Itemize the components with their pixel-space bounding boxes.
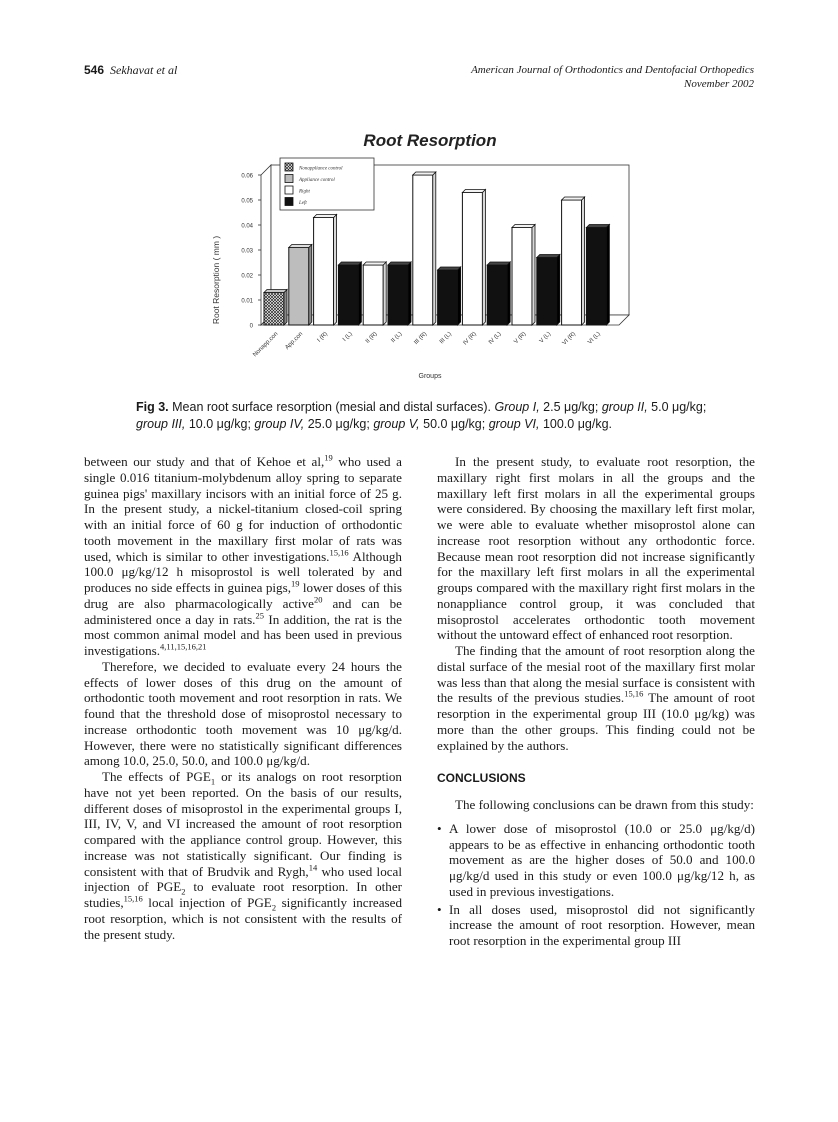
bar-top [562, 197, 585, 200]
x-tick-label: VI (R) [561, 331, 578, 347]
bar [562, 197, 585, 325]
bar-front [289, 248, 309, 326]
paragraph: The finding that the amount of root resorption along the distal surface of the mesial root of the maxillary first molar was less than that along the mesial surface is consistent with the results of the previous studies.$^{15,16}$ The amount of root resorption in the experimental group III (10.0 μg/kg) was more than the other groups. This finding could not be explained by the authors. [437, 643, 755, 753]
bar-side [334, 215, 337, 326]
bar [338, 262, 361, 325]
y-tick-label: 0.04 [241, 223, 253, 230]
y-axis [241, 174, 261, 330]
chart-title: Root Resorption [363, 131, 497, 150]
bar-side [507, 262, 510, 325]
bar-front [338, 265, 358, 325]
bar-top [314, 215, 337, 218]
bar-side [284, 290, 287, 326]
paragraph: The following conclusions can be drawn from this study: [455, 797, 754, 812]
bar-front [388, 265, 408, 325]
reference: 4,11,15,16,21 [160, 641, 207, 652]
bar [264, 290, 287, 326]
reference: 15,16 [123, 893, 143, 904]
x-tick-label: Nonapp.con [252, 331, 280, 359]
bar [487, 262, 510, 325]
x-tick-label: I (L) [342, 331, 354, 343]
bar-side [582, 197, 585, 325]
x-tick-label: App.con [284, 331, 305, 351]
bar-side [383, 262, 386, 325]
bar-top [537, 255, 560, 258]
figure-caption: Fig 3. Mean root surface resorption (mesial and distal surfaces). Group I, 2.5 μg/kg; group II, 5.0 μg/kg; group III, 10.0 μg/kg; group IV, 25.0 μg/kg; group V, 50.0 μg/kg; group VI, 100.0 μg/kg. [136, 400, 707, 431]
bar-top [289, 245, 312, 248]
x-tick-label: IV (L) [487, 331, 503, 346]
bar-side [482, 190, 485, 326]
running-header-left [84, 63, 177, 78]
left-column [84, 454, 402, 942]
bar-top [462, 190, 485, 193]
x-tick-label: IV (R) [462, 331, 478, 347]
bar [462, 190, 485, 326]
bar-front [438, 270, 458, 325]
bar-side [532, 225, 535, 326]
y-tick-label: 0.06 [241, 173, 253, 180]
bar [512, 225, 535, 326]
legend-label: Appliance control [299, 178, 335, 183]
legend-swatch [285, 175, 293, 183]
paragraph: In the present study, to evaluate root resorption, the maxillary right first molars in all the groups and the maxillary left first molars in all the experimental groups were considered. By choosing the maxillary left first molar, we were able to evaluate whether misoprostol alone can increase root resorption without any orthodontic force. Because mean root resorption did not increase significantly for the maxillary left first molars in all the experimental groups compared with the maxillary right first molars in the nonappliance control group, it was concluded that misoprostol accelerates orthodontic tooth movement without the untoward effect of enhanced root resorption. [437, 454, 755, 643]
bar [314, 215, 337, 326]
x-axis [252, 331, 602, 358]
bar-top [487, 262, 510, 265]
bar-front [413, 175, 433, 325]
page-number: 546 [84, 63, 105, 77]
bar [289, 245, 312, 326]
chart-canvas [200, 120, 640, 392]
bar [413, 172, 436, 325]
bar-top [438, 267, 461, 270]
bar [586, 225, 609, 326]
legend-label: Right [299, 189, 310, 195]
figure-label: Fig 3. [136, 400, 169, 414]
bar-side [408, 262, 411, 325]
reference: 15,16 [329, 547, 349, 558]
reference: 15,16 [624, 688, 644, 699]
bar-front [264, 293, 284, 326]
legend-label: Left [299, 201, 307, 206]
bar-top [586, 225, 609, 228]
x-tick-label: II (L) [390, 331, 404, 345]
running-header-right [471, 63, 754, 91]
list-item: • In all doses used, misoprostol did not significantly increase the amount of root resorption. However, mean root resorption in the experimental group III [437, 902, 755, 949]
x-tick-label: VI (L) [587, 331, 602, 346]
conclusions-list [437, 821, 755, 949]
bar-side [557, 255, 560, 326]
bar [537, 255, 560, 326]
reference: 19 [290, 578, 300, 589]
reference: 14 [308, 862, 318, 873]
paragraph: The effects of $PGE_1$ or its analogs on root resorption have not yet been reported. On the basis of our results, different doses of misoprostol in the experimental groups I, III, IV, V, and VI increased the amount of root resorption compared with the appliance control group. However, this increase was not statistically significant. Our finding is consistent with that of Brudvik and Rygh,$^{14}$ who used local injection of $PGE_2$ to evaluate root resorption. In other studies,$^{15,16}$ local injection of $PGE_2$ significantly increased root resorption, which is not consistent with the results of the present study. [84, 769, 403, 942]
running-authors: Sekhavat et al [110, 63, 178, 77]
x-tick-label: V (R) [513, 331, 528, 346]
bar-top [413, 172, 436, 175]
list-item: • A lower dose of misoprostol (10.0 or 25.0 μg/kg/d) appears to be as effective in enhancing orthodontic tooth movement as are the higher doses of 50.0 and 100.0 μg/kg/d used in this study or even 100.0 μg/kg/12 h, as used in previous investigations. [437, 821, 755, 900]
x-tick-label: III (L) [438, 331, 454, 346]
bar-front [314, 218, 334, 326]
y-tick-label: 0.01 [241, 298, 253, 305]
bar-front [512, 228, 532, 326]
y-tick-label: 0.05 [241, 198, 253, 205]
conclusions-heading: CONCLUSIONS [437, 771, 526, 786]
bar-top [363, 262, 386, 265]
paragraph: between our study and that of Kehoe et al,$^{19}$ who used a single 0.016 titanium-molybdenum alloy spring to separate guinea pigs' maxillary incisors with an initial force of 25 g. In the present study, a nickel-titanium closed-coil spring with an initial force of 60 g for induction of orthodontic tooth movement in the maxillary first molar of rats was used, which is similar to other investigations.$^{15,16}$ Although 100.0 μg/kg/12 h misoprostol is well tolerated by and produces no side effects in guinea pigs,$^{19}$ lower doses of this drug are also pharmacologically active$^{20}$ and can be administered once a day in rats.$^{25}$ In addition, the rat is the most common animal model and has been used in previous investigations.$^{4,11,15,16,21}$ [84, 452, 402, 658]
bar-side [309, 245, 312, 326]
bar-top [388, 262, 411, 265]
bar-top [512, 225, 535, 228]
y-axis-label: Root Resorption ( mm ) [211, 235, 221, 325]
x-tick-label: I (R) [316, 331, 330, 344]
bar-top [264, 290, 287, 293]
y-tick-label: 0.02 [241, 273, 253, 280]
x-tick-label: III (R) [413, 331, 429, 347]
bar-front [487, 265, 507, 325]
paragraph: Therefore, we decided to evaluate every 24 hours the effects of lower doses of this drug on the amount of orthodontic tooth movement and root resorption in rats. We found that the threshold dose of misoprostol necessary to increase orthodontic tooth movement was 10 μg/kg/d. However, there were no statistically significant differences among 10.0, 25.0, 50.0, and 100.0 μg/kg/d. [84, 658, 402, 769]
right-column [437, 454, 755, 951]
reference: 25 [255, 610, 264, 621]
y-tick-label: 0.03 [241, 248, 253, 255]
journal-name: American Journal of Orthodontics and Dentofacial Orthopedics [471, 64, 754, 76]
bar-side [606, 225, 609, 326]
legend-label: Nonappliance control [299, 166, 343, 172]
root-resorption-chart [200, 120, 640, 392]
bar [388, 262, 411, 325]
issue-date: November 2002 [684, 78, 754, 90]
bar-front [462, 193, 482, 326]
bar-top [338, 262, 361, 265]
bar-side [358, 262, 361, 325]
y-tick-label: 0 [249, 323, 253, 330]
bar [363, 262, 386, 325]
bar [438, 267, 461, 325]
bar-front [586, 228, 606, 326]
x-axis-label: Groups [418, 373, 442, 380]
bar-front [537, 258, 557, 326]
bar-front [562, 200, 582, 325]
legend-swatch [285, 163, 293, 171]
x-tick-label: V (L) [538, 331, 553, 345]
bar-side [458, 267, 461, 325]
legend-swatch [285, 186, 293, 194]
legend-swatch [285, 198, 293, 206]
bar-side [433, 172, 436, 325]
reference: 20 [313, 594, 323, 605]
reference: 19 [324, 452, 333, 463]
bar-front [363, 265, 383, 325]
x-tick-label: II (R) [364, 331, 379, 345]
chart-legend [280, 158, 374, 210]
